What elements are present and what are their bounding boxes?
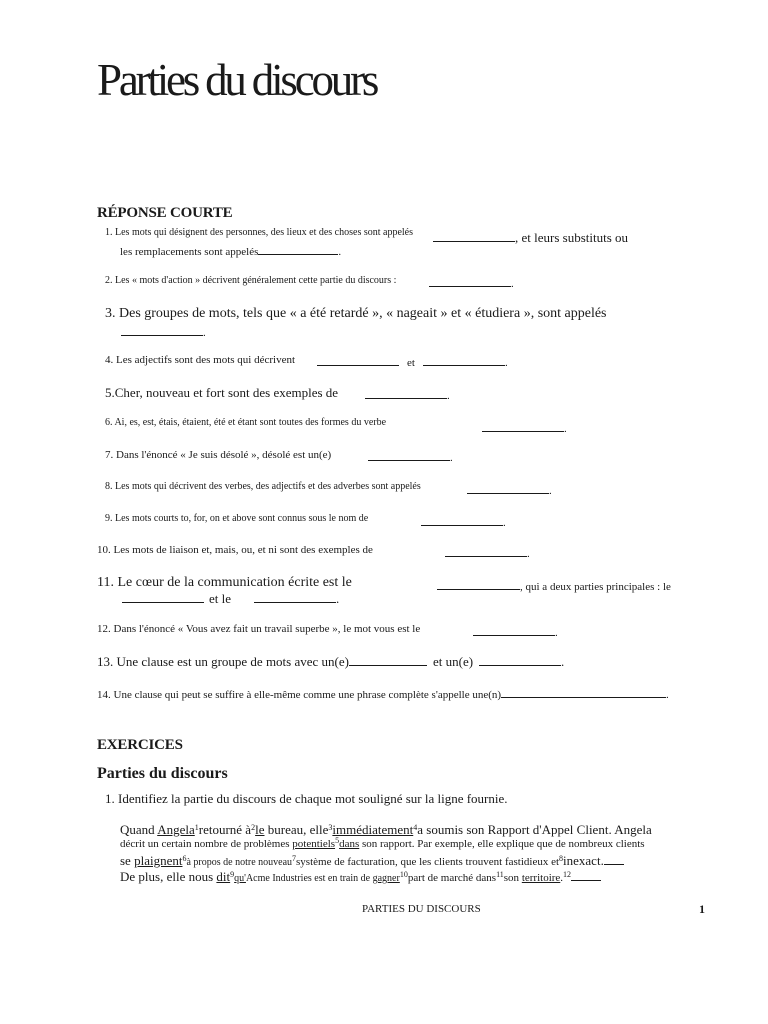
question-5-answer [365,387,450,402]
underlined-word: qu' [234,873,246,884]
answer-blank[interactable] [349,654,427,666]
footer-label: PARTIES DU DISCOURS [362,903,481,915]
question-8-text: 8. Les mots qui décrivent des verbes, des adjectifs et des adverbes sont appelés [105,481,421,492]
underlined-word: gagner [372,873,400,884]
question-11-line2 [122,591,339,607]
answer-blank[interactable] [467,482,549,494]
conjunction-et: et [407,357,415,369]
answer-blank[interactable] [421,514,503,526]
footnote-number: 7 [292,854,297,863]
exercise-instruction: 1. Identifiez la partie du discours de chaque mot souligné sur la ligne fournie. [105,791,508,806]
text: son rapport. Par exemple, elle explique que de nombreux clients [359,838,645,850]
text: De plus, elle nous [120,869,217,884]
question-8-answer [467,482,552,497]
question-2-text: 2. Les « mots d'action » décrivent généralement cette partie du discours : [105,275,397,286]
question-4-text: 4. Les adjectifs sont des mots qui décrivent [105,354,296,366]
exercise-paragraph-line-2 [120,838,645,850]
answer-blank[interactable] [423,354,505,366]
question-11-continuation: , qui a deux parties principales : le [520,581,671,593]
question-1-text: 1. Les mots qui désignent des personnes, des lieux et des choses sont appelés [105,227,413,238]
underlined-word: Angela [157,822,195,837]
text: inexact. [563,853,604,868]
text: Quand [120,822,158,837]
answer-blank[interactable] [445,545,527,557]
short-answer-heading: RÉPONSE COURTE [97,205,233,221]
period: . [336,591,340,606]
page-title: Parties du discours [97,55,377,105]
footnote-number: 6 [182,854,187,863]
footnote-number: 10 [399,870,408,879]
period: . [511,278,514,290]
question-1-line2 [120,243,341,258]
question-12-text: 12. Dans l'énoncé « Vous avez fait un travail superbe », le mot vous est le [97,623,421,635]
text: décrit un certain nombre de problèmes [120,838,293,850]
underlined-word: le [255,822,265,837]
page-number: 1 [699,902,705,916]
underlined-word: immédiatement [332,822,414,837]
text: à propos de notre nouveau [186,857,293,868]
answer-blank[interactable] [258,243,338,255]
text: son [503,872,522,884]
answer-blank[interactable] [479,654,561,666]
text: système de facturation, que les clients trouvent fastidieux et [296,856,560,868]
answer-blank[interactable] [122,591,204,603]
text: a soumis son Rapport d'Appel Client. Angela [417,822,652,837]
period: . [666,689,669,701]
underlined-word: dans [339,838,360,850]
question-11-answer [437,577,671,595]
answer-blank[interactable] [473,624,555,636]
question-6-text: 6. Ai, es, est, étais, étaient, été et étant sont toutes des formes du verbe [105,417,387,428]
footnote-number: 3 [328,823,333,832]
answer-blank[interactable] [501,686,666,698]
question-6-answer [482,420,567,435]
footnote-number: 12 [563,870,572,879]
question-9-answer [421,514,506,529]
question-14-text: 14. Une clause qui peut se suffire à elle-même comme une phrase complète s'appelle une(n) [97,689,502,701]
question-11-text: 11. Le cœur de la communication écrite est le [97,575,352,590]
answer-blank[interactable] [482,420,564,432]
period: . [561,654,565,669]
exercise-paragraph-line-1 [120,822,652,838]
question-7-answer [368,449,453,464]
question-9-text: 9. Les mots courts to, for, on et above sont connus sous le nom de [105,513,369,524]
period: . [549,485,552,497]
question-13-line [97,654,564,670]
text: retourné à [198,822,252,837]
footnote-number: 8 [559,854,564,863]
period: . [503,517,506,529]
text: part de marché dans [407,872,497,884]
period: . [504,357,508,369]
question-1-text-2: les remplacements sont appelés [120,246,259,258]
exercises-subheading: Parties du discours [97,765,228,782]
exercise-paragraph-line-3 [120,853,624,869]
period: . [338,246,342,258]
answer-blank[interactable] [317,354,399,366]
question-4-answer [317,354,508,369]
question-12-answer [473,624,558,639]
footnote-number: 5 [335,836,340,845]
question-3-text: 3. Des groupes de mots, tels que « a été retardé », « nageait » et « étudiera », sont appelés [105,306,607,321]
question-3-answer [121,324,206,339]
conjunction-et-le: et le [209,591,232,606]
answer-blank[interactable] [571,869,601,881]
exercise-paragraph-line-4 [120,869,601,885]
answer-blank[interactable] [365,387,447,399]
period: . [203,327,206,339]
answer-blank[interactable] [437,578,520,590]
question-1-blank-a [433,229,628,247]
footnote-number: 2 [251,823,256,832]
text: se [120,853,135,868]
text: Acme Industries est en train de [245,873,373,884]
question-7-text: 7. Dans l'énoncé « Je suis désolé », désolé est un(e) [105,449,332,461]
text: . [560,872,564,884]
question-13-middle: et un(e) [432,654,474,669]
period: . [527,548,530,560]
answer-blank[interactable] [368,449,450,461]
question-2-answer [429,275,514,290]
answer-blank[interactable] [254,591,336,603]
question-14-line [97,686,669,701]
question-10-text: 10. Les mots de liaison et, mais, ou, et ni sont des exemples de [97,544,373,556]
question-5-text: 5.Cher, nouveau et fort sont des exemples de [105,385,339,400]
answer-blank[interactable] [433,230,515,242]
answer-blank[interactable] [429,275,511,287]
underlined-word: dit [216,869,231,884]
period: . [564,423,567,435]
question-1-continuation: , et leurs substituts ou [515,230,629,245]
footnote-number: 4 [413,823,418,832]
footnote-number: 1 [194,823,199,832]
text: bureau, elle [264,822,329,837]
answer-blank[interactable] [121,324,203,336]
period: . [450,452,453,464]
question-13-text: 13. Une clause est un groupe de mots avec un(e) [97,654,349,669]
underlined-word: territoire [521,872,561,884]
answer-blank[interactable] [604,853,624,865]
exercises-heading: EXERCICES [97,737,183,753]
question-10-answer [445,545,530,560]
underlined-word: plaignent [134,853,183,868]
footnote-number: 11 [496,870,504,879]
period: . [555,627,558,639]
footnote-number: 9 [230,870,235,879]
period: . [447,390,450,402]
underlined-word: potentiels [292,838,336,850]
